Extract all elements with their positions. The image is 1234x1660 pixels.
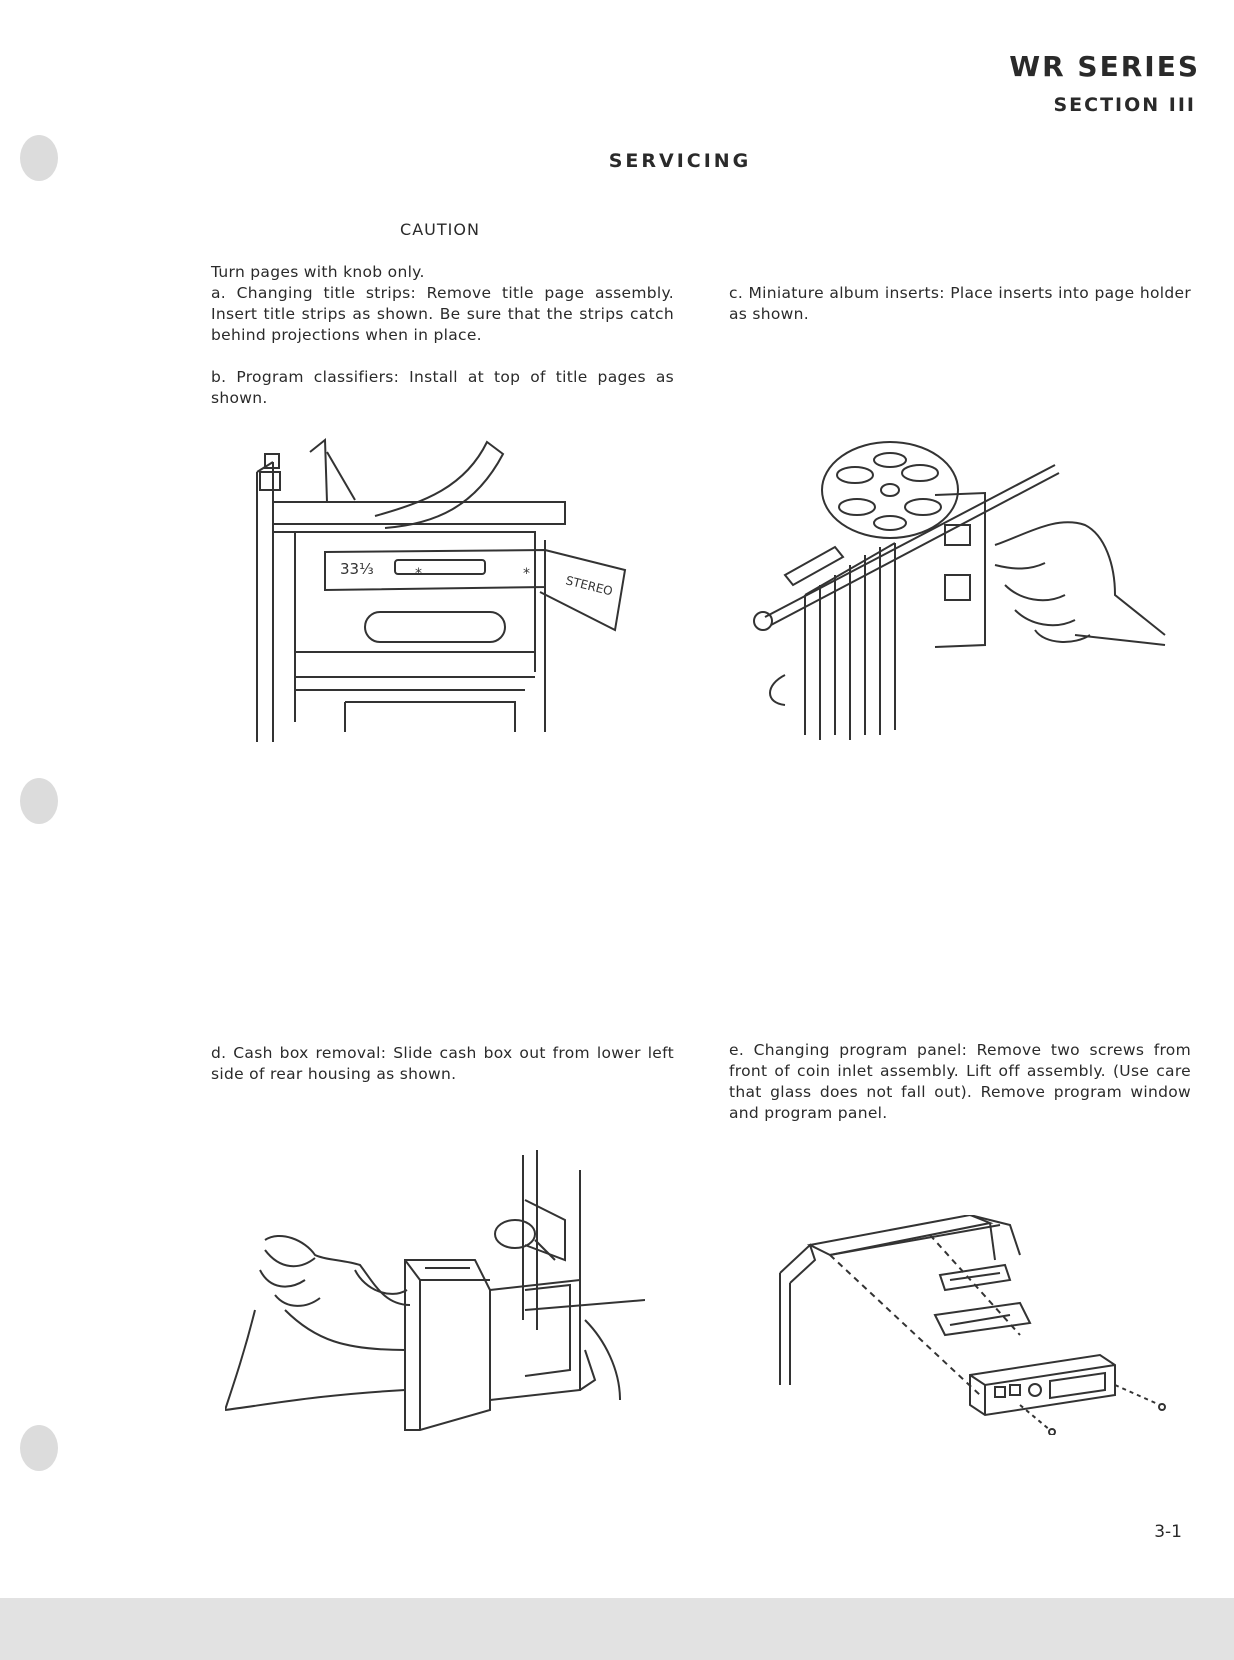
- scan-bottom-edge: [0, 1598, 1234, 1660]
- svg-text:*: *: [523, 566, 530, 582]
- album-inserts-illustration: [745, 435, 1175, 755]
- binder-hole-top: [20, 135, 58, 181]
- page-number: 3-1: [1154, 1522, 1182, 1542]
- series-title: WR SERIES: [1009, 50, 1200, 83]
- caution-text: Turn pages with knob only.: [211, 263, 425, 281]
- program-panel-illustration: [770, 1215, 1190, 1435]
- instruction-e: e. Changing program panel: Remove two screws from front of coin inlet assembly. Lift off assembly. (Use care that glass does not fall out). Remove program window and program panel.: [729, 1041, 1191, 1122]
- stereo-strip-label: STEREO: [564, 573, 615, 599]
- speed-label: 33⅓: [340, 560, 374, 578]
- cash-box-illustration: [225, 1150, 645, 1460]
- svg-text:*: *: [415, 566, 422, 582]
- instruction-c: c. Miniature album inserts: Place inserts into page holder as shown.: [729, 284, 1191, 323]
- instruction-d: d. Cash box removal: Slide cash box out from lower left side of rear housing as shown.: [211, 1044, 674, 1083]
- binder-hole-middle: [20, 778, 58, 824]
- instruction-b: b. Program classifiers: Install at top of title pages as shown.: [211, 368, 674, 407]
- section-label: SECTION III: [1053, 94, 1196, 116]
- binder-hole-bottom: [20, 1425, 58, 1471]
- caution-heading: CAUTION: [400, 220, 480, 239]
- title-strip-illustration: [255, 432, 635, 742]
- instruction-a: a. Changing title strips: Remove title page assembly. Insert title strips as shown. Be sure that the strips catch behind projections when in place.: [211, 284, 674, 344]
- page-title: SERVICING: [608, 150, 752, 172]
